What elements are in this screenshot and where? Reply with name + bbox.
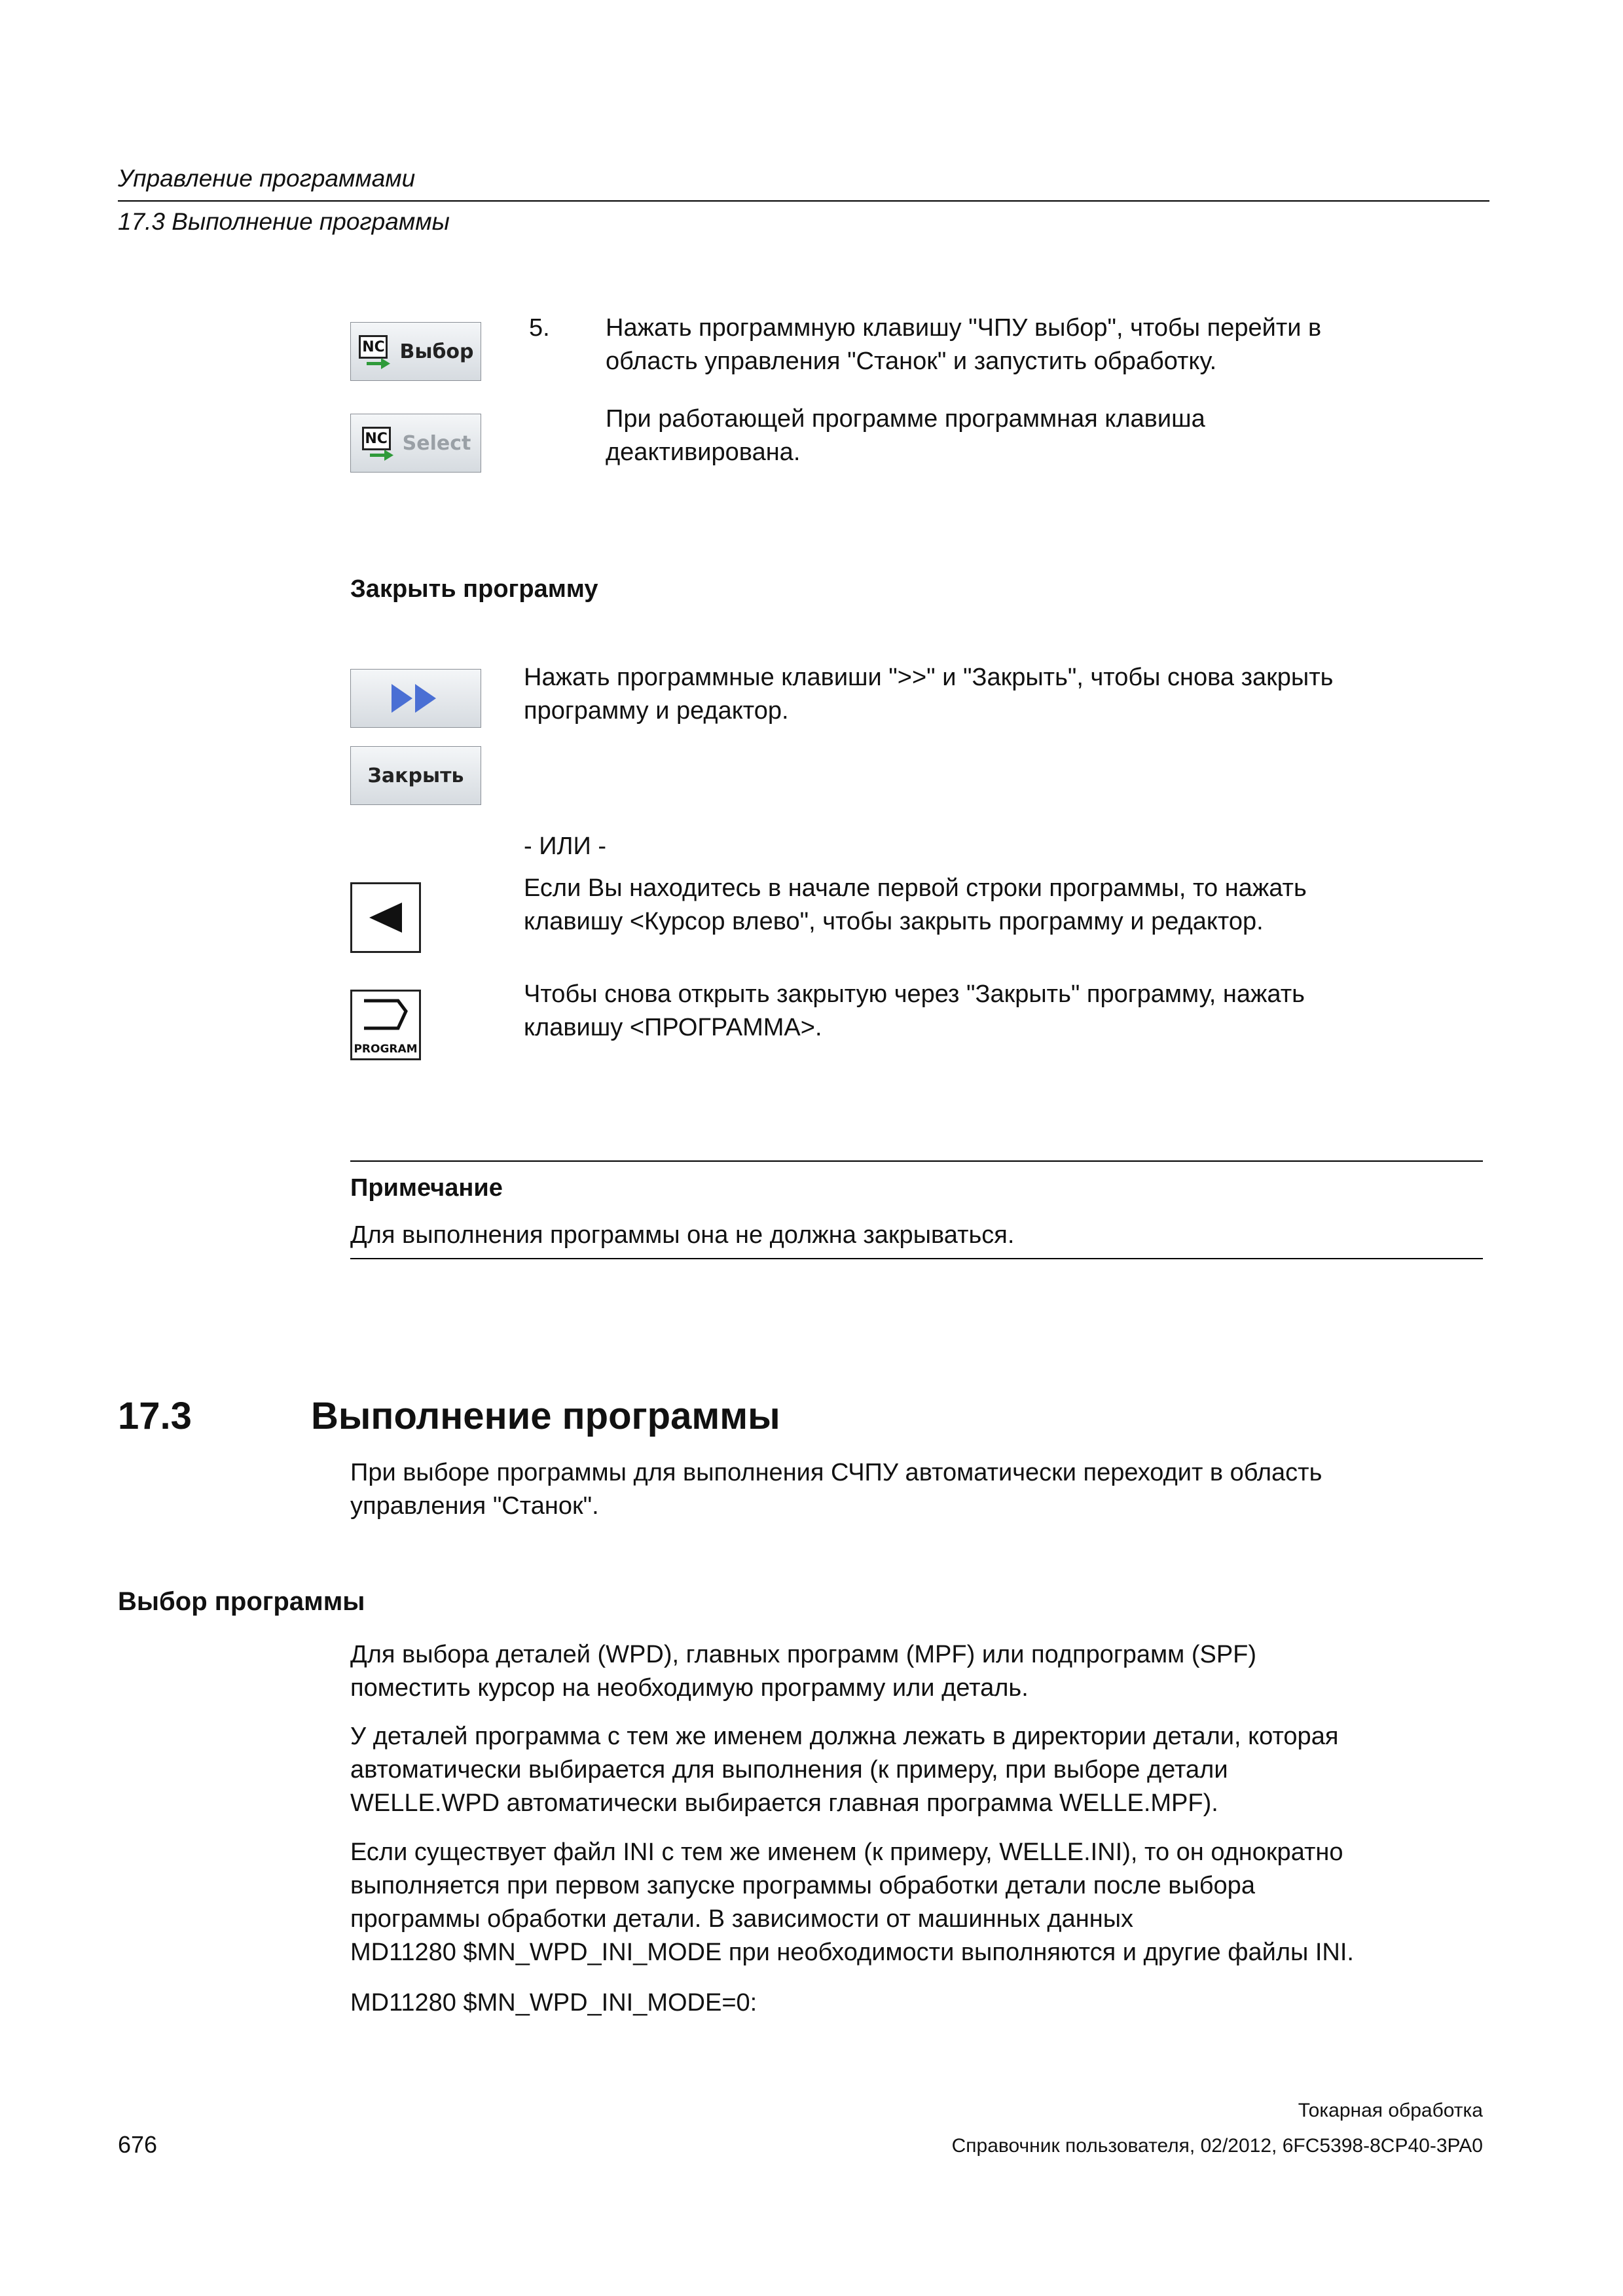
nc-icon: NC [361,425,393,461]
close-text2-line1: Если Вы находитесь в начале первой строки программы, то нажать [524,874,1307,902]
program-key-label: PROGRAM [354,1043,418,1056]
header-rule [118,200,1489,202]
step5-line2: область управления "Станок" и запустить обработку. [606,348,1217,375]
nc-select-softkey-disabled [350,414,481,473]
step5-line3: При работающей программе программная клавиша [606,405,1205,433]
nc-icon: NC [357,334,390,369]
cursor-left-key[interactable] [350,882,421,953]
program-icon [352,992,419,1037]
close-program-heading: Закрыть программу [350,575,598,603]
nc-select-softkey-active[interactable] [350,322,481,381]
close-text1-line1: Нажать программные клавиши ">>" и "Закрыть", чтобы снова закрыть [524,664,1334,691]
section-number: 17.3 [118,1395,192,1437]
footer-book: Токарная обработка [1298,2100,1483,2121]
step5-line4: деактивирована. [606,439,801,466]
triangle-left-icon [352,884,419,951]
double-chevron-right-icon [386,679,445,718]
section-title: Выполнение программы [311,1395,780,1437]
close-softkey-label: Закрыть [367,764,464,787]
p3-line4: MD11280 $MN_WPD_INI_MODE при необходимости выполняются и другие файлы INI. [350,1939,1354,1966]
p1-line2: поместить курсор на необходимую программу или деталь. [350,1674,1029,1702]
page-number: 676 [118,2131,158,2158]
subsection-title: Выбор программы [118,1587,365,1616]
close-softkey[interactable] [350,746,481,805]
close-text1-line2: программу и редактор. [524,697,789,725]
step5-line1: Нажать программную клавишу "ЧПУ выбор", чтобы перейти в [606,314,1322,342]
nc-select-label: Выбор [399,340,474,363]
section-intro-line1: При выборе программы для выполнения СЧПУ автоматически переходит в область [350,1459,1322,1486]
close-text3-line1: Чтобы снова открыть закрытую через "Закрыть" программу, нажать [524,980,1305,1008]
p3-line1: Если существует файл INI с тем же именем (к примеру, WELLE.INI), то он однократно [350,1839,1343,1866]
close-text3-line2: клавишу <ПРОГРАММА>. [524,1014,822,1041]
note-bottom-rule [350,1258,1483,1259]
more-softkey[interactable] [350,669,481,728]
p1-line1: Для выбора деталей (WPD), главных программ (MPF) или подпрограмм (SPF) [350,1641,1257,1668]
note-top-rule [350,1160,1483,1162]
p2-line3: WELLE.WPD автоматически выбирается главная программа WELLE.MPF). [350,1789,1218,1817]
p3-line2: выполняется при первом запуске программы обработки детали после выбора [350,1872,1255,1899]
p3-line3: программы обработки детали. В зависимости от машинных данных [350,1905,1134,1933]
step-number: 5. [529,314,550,342]
running-header-chapter: Управление программами [118,165,416,192]
program-key[interactable] [350,990,421,1060]
p2-line1: У деталей программа с тем же именем должна лежать в директории детали, которая [350,1723,1339,1750]
p4: MD11280 $MN_WPD_INI_MODE=0: [350,1989,757,2017]
note-text: Для выполнения программы она не должна закрываться. [350,1221,1015,1249]
or-label: - ИЛИ - [524,833,606,860]
section-intro-line2: управления "Станок". [350,1492,599,1520]
footer-manual: Справочник пользователя, 02/2012, 6FC5398-8CP40-3PA0 [951,2135,1483,2157]
nc-select-disabled-label: Select [402,431,471,455]
close-text2-line2: клавишу <Курсор влево", чтобы закрыть программу и редактор. [524,908,1264,935]
running-header-section: 17.3 Выполнение программы [118,208,450,235]
note-title: Примечание [350,1174,503,1202]
p2-line2: автоматически выбирается для выполнения (к примеру, при выборе детали [350,1756,1228,1784]
